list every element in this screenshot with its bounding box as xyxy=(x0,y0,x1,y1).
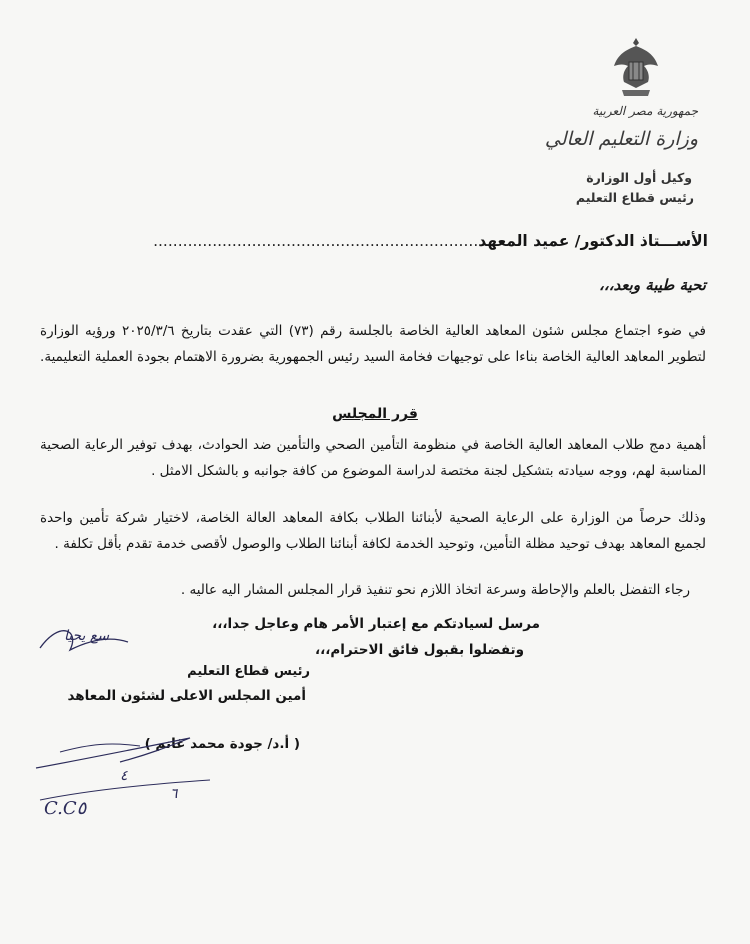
handwritten-code: C.C٥ xyxy=(44,798,87,819)
signature-title: رئيس قطاع التعليم xyxy=(187,664,310,679)
closing-urgent: مرسل لسيادتكم مع إعتبار الأمر هام وعاجل جدا،،، xyxy=(212,616,540,632)
addressee-line xyxy=(128,232,708,250)
paragraph-decision: أهمية دمج طلاب المعاهد العالية الخاصة في منظومة التأمين الصحي والتأمين ضد الحوادث، بهدف توفير الرعاية الصحية المناسبة لهم، ووجه سيادته بتشكيل لجنة مختصة لدراسة الموضوع من كافة جوانبه و بالشكل الامثل . xyxy=(40,437,706,479)
addressee-title: الأســـتاذ الدكتور/ عميد المعهد xyxy=(478,232,708,250)
greeting: تحية طيبة وبعد،،، xyxy=(599,276,706,294)
handwritten-number-4: ٤ xyxy=(120,768,128,784)
handwritten-number-6: ٦ xyxy=(170,786,178,802)
letterhead-sector: رئيس قطاع التعليم xyxy=(575,190,694,205)
letterhead-country: جمهورية مصر العربية xyxy=(592,104,698,118)
handwritten-initials: سع يحيا xyxy=(64,628,110,644)
signature-name: ( أ.د/ جودة محمد غانم ) xyxy=(144,736,300,752)
paragraph-intro: في ضوء اجتماع مجلس شئون المعاهد العالية الخاصة بالجلسة رقم (٧٣) التي عقدت بتاريخ ٢٠٢٥/٣/٦ ورؤيه الوزارة لتطوير المعاهد العالية الخاصة بناءا على توجيهات فخامة السيد رئيس الجمهورية بضرورة الاهتمام بجودة العملية التعليمية. xyxy=(40,323,706,365)
letterhead-ministry: وزارة التعليم العالي xyxy=(544,128,698,150)
paragraph-rationale: وذلك حرصاً من الوزارة على الرعاية الصحية لأبنائنا الطلاب بكافة المعاهد العالة الخاصة، لاختيار شركة تأمين واحدة لجميع المعاهد بهدف توحيد مظلة التأمين، وتوحيد الخدمة لكافة أبنائنا الطلاب والوصول لأقصى خدمة تقدم بأقل تكلفة . xyxy=(40,510,706,552)
eagle-emblem-icon xyxy=(612,36,660,100)
paragraph-request: رجاء التفضل بالعلم والإحاطة وسرعة اتخاذ اللازم نحو تنفيذ قرار المجلس المشار اليه عاليه . xyxy=(180,582,690,598)
section-title: قرر المجلس xyxy=(332,406,418,422)
addressee-dots: .................................................................. xyxy=(153,232,479,250)
signature-council: أمين المجلس الاعلى لشئون المعاهد xyxy=(67,688,306,704)
letterhead-deputy: وكيل أول الوزارة xyxy=(586,170,692,185)
closing-regards: وتفضلوا بقبول فائق الاحترام،،، xyxy=(314,642,524,658)
